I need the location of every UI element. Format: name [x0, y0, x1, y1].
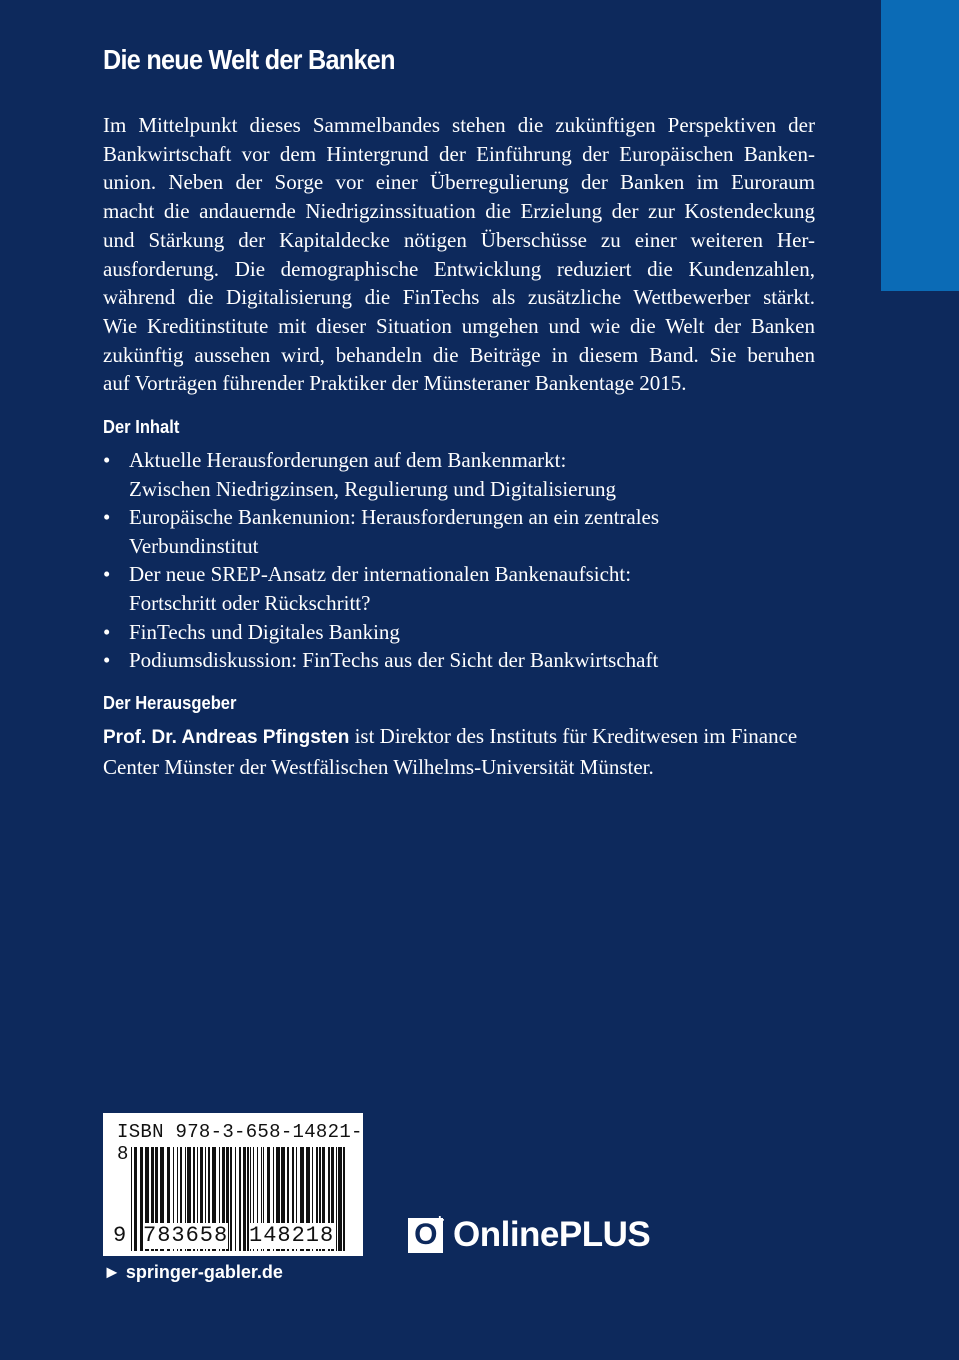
list-item — [103, 618, 659, 647]
editor-heading: Der Herausgeber — [103, 693, 237, 713]
barcode-bar — [338, 1147, 342, 1251]
onlineplus-icon: O + — [408, 1218, 443, 1253]
list-item-line: FinTechs und Digitales Banking — [129, 619, 400, 644]
list-item — [103, 446, 659, 503]
bullet-icon: • — [103, 619, 111, 644]
intro-line: Wie Kreditinstitute mit dieser Situation umgehen und wie die Welt der Banken — [103, 313, 815, 338]
editor-text — [103, 722, 823, 781]
intro-line: zukünftig aussehen wird, behandeln die Beiträge in diesem Band. Sie beruhen — [103, 342, 815, 367]
isbn-barcode — [103, 1113, 363, 1256]
arrow-icon: ► — [103, 1262, 121, 1282]
intro-line: auf Vorträgen führender Praktiker der Münsteraner Bankentage 2015. — [103, 371, 687, 396]
barcode-bar — [239, 1147, 241, 1251]
barcode-bar — [134, 1147, 137, 1251]
barcode-digit: 9 — [113, 1223, 127, 1248]
intro-line: Bankwirtschaft vor dem Hintergrund der Einführung der Europäischen Banken- — [103, 141, 815, 166]
intro-line: Im Mittelpunkt dieses Sammelbandes stehen die zukünftigen Perspektiven der — [103, 113, 815, 137]
intro-line: macht die andauernde Niedrigzinssituation die Erzielung der zur Kostendeckung — [103, 199, 815, 224]
bullet-icon: • — [103, 448, 111, 472]
list-item-line: Der neue SREP-Ansatz der internationalen Bankenaufsicht: — [129, 562, 632, 587]
barcode-digits-left: 783658 — [143, 1223, 229, 1248]
editor-text-line: Center Münster der Westfälischen Wilhelms-Universität Münster. — [103, 754, 654, 779]
bullet-icon: • — [103, 648, 111, 673]
list-item — [103, 560, 659, 617]
publisher-link[interactable] — [103, 1262, 283, 1283]
intro-line: union. Neben der Sorge vor einer Überregulierung der Banken im Euroraum — [103, 170, 815, 195]
url-text: springer-gabler.de — [125, 1262, 283, 1282]
list-item — [103, 503, 659, 560]
barcode-digits-right: 148218 — [249, 1223, 335, 1248]
barcode-bar — [243, 1147, 246, 1251]
page-title: Die neue Welt der Banken — [103, 44, 395, 75]
isbn-label: ISBN 978-3-658-14821-8 — [117, 1121, 363, 1165]
barcode-bar — [230, 1147, 232, 1251]
list-item-line: Podiumsdiskussion: FinTechs aus der Sicht der Bankwirtschaft — [129, 648, 659, 673]
list-item — [103, 646, 659, 675]
list-item-line: Zwischen Niedrigzinsen, Regulierung und Digitalisierung — [129, 476, 616, 501]
onlineplus-logo — [408, 1211, 651, 1255]
barcode-bar — [336, 1147, 337, 1251]
intro-line: ausforderung. Die demographische Entwicklung reduziert die Kundenzahlen, — [103, 256, 815, 281]
barcode-bar — [343, 1147, 345, 1251]
contents-list — [103, 446, 659, 675]
contents-heading: Der Inhalt — [103, 417, 180, 437]
list-item-line: Europäische Bankenunion: Herausforderungen an ein zentrales — [129, 505, 660, 530]
intro-line: und Stärkung der Kapitaldecke nötigen Überschüsse zu einer weiteren Her- — [103, 227, 815, 252]
bullet-icon: • — [103, 505, 111, 530]
color-tab — [881, 0, 959, 291]
editor-text-line: ist Direktor des Instituts für Kreditwesen im Finance — [349, 724, 798, 748]
list-item-line: Aktuelle Herausforderungen auf dem Bankenmarkt: — [129, 448, 567, 472]
intro-paragraph — [103, 111, 815, 398]
editor-name: Prof. Dr. Andreas Pfingsten — [103, 727, 350, 748]
bullet-icon: • — [103, 562, 111, 587]
barcode-bar — [131, 1147, 132, 1251]
barcode-bar — [235, 1147, 236, 1251]
intro-line: während die Digitalisierung die FinTechs als zusätzliche Wettbewerber stärkt. — [103, 285, 815, 310]
list-item-line: Verbundinstitut — [129, 533, 259, 558]
list-item-line: Fortschritt oder Rückschritt? — [129, 590, 371, 615]
logo-text: OnlinePLUS — [453, 1215, 651, 1254]
